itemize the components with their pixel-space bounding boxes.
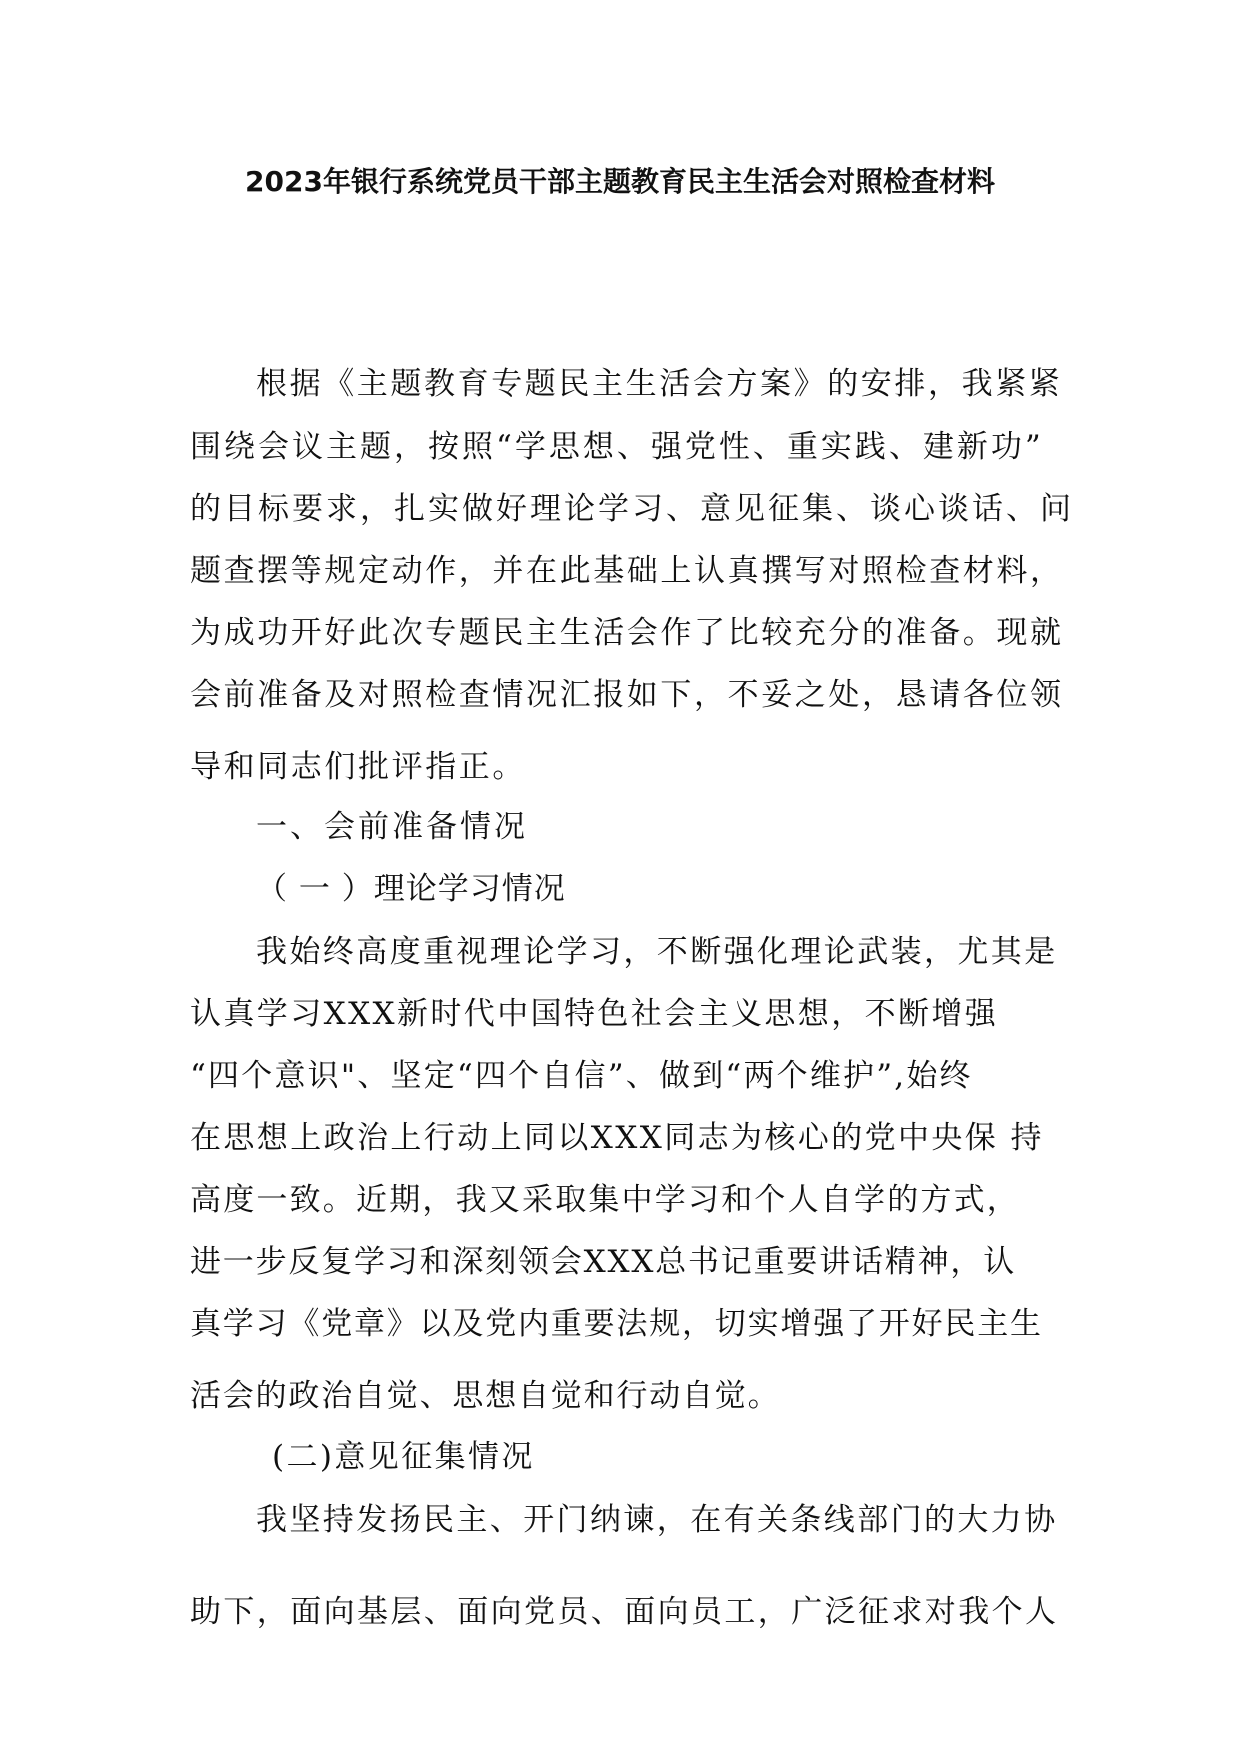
section-heading: 一、会前准备情况 [256, 809, 528, 845]
paragraph-line: 认真学习XXX新时代中国特色社会主义思想，不断增强 [190, 996, 999, 1032]
paragraph-line: 助下，面向基层、面向党员、面向员工，广泛征求对我个人 [190, 1594, 1059, 1630]
paragraph-line: 根据《主题教育专题民主生活会方案》的安排，我紧紧 [256, 366, 1063, 402]
paragraph-line: 题查摆等规定动作，并在此基础上认真撰写对照检查材料， [190, 553, 1064, 589]
paragraph-line: 在思想上政治上行动上同以XXX同志为核心的党中央保 持 [190, 1120, 1044, 1156]
paragraph-line: “四个意识"、坚定“四个自信”、做到“两个维护”,始终 [190, 1058, 973, 1094]
paragraph-line: 会前准备及对照检查情况汇报如下，不妥之处，恳请各位领 [190, 677, 1064, 713]
paragraph-line: 导和同志们批评指正。 [190, 749, 526, 785]
subsection-heading: (二)意见征集情况 [272, 1439, 535, 1475]
document-title: 2023年银行系统党员干部主题教育民主生活会对照检查材料 [245, 165, 995, 198]
paragraph-line: 为成功开好此次专题民主生活会作了比较充分的准备。现就 [190, 615, 1064, 651]
subsection-heading: （ 一 ）理论学习情况 [256, 871, 566, 907]
paragraph-line: 高度一致。近期，我又采取集中学习和个人自学的方式， [190, 1182, 1020, 1218]
paragraph-line: 活会的政治自觉、思想自觉和行动自觉。 [190, 1378, 781, 1414]
paragraph-line: 我坚持发扬民主、开门纳谏，在有关条线部门的大力协 [256, 1502, 1058, 1538]
paragraph-line: 围绕会议主题，按照“学思想、强党性、重实践、建新功” [190, 429, 1044, 465]
paragraph-line: 进一步反复学习和深刻领会XXX总书记重要讲话精神，认 [190, 1244, 1017, 1280]
paragraph-line: 我始终高度重视理论学习，不断强化理论武装，尤其是 [256, 934, 1058, 970]
paragraph-line: 真学习《党章》以及党内重要法规，切实增强了开好民主生 [190, 1306, 1043, 1342]
paragraph-line: 的目标要求，扎实做好理论学习、意见征集、谈心谈话、问 [190, 491, 1074, 527]
